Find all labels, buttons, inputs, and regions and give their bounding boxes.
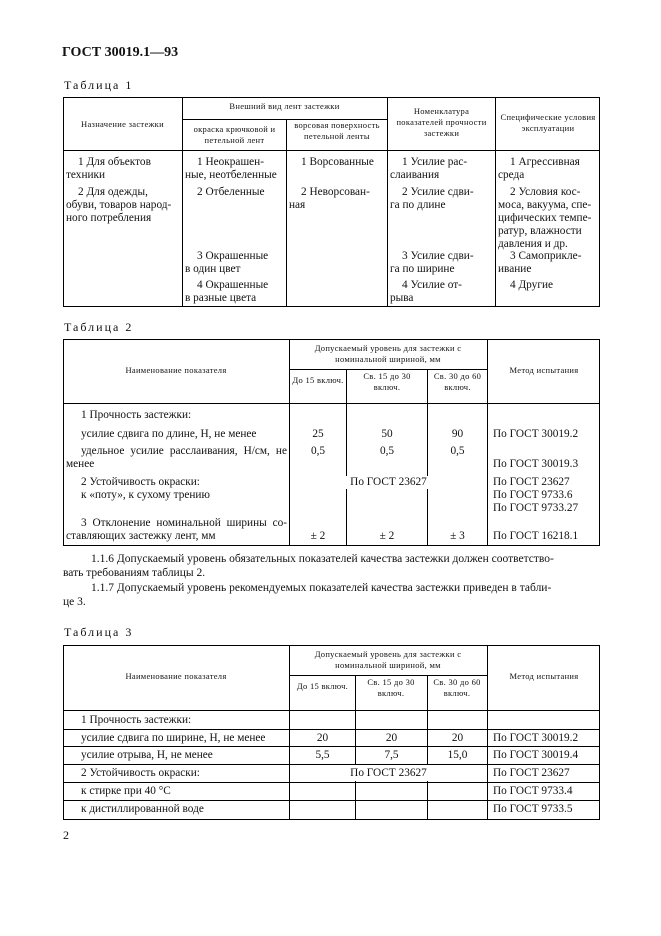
table1-appearance-header: Внешний вид лент застежки	[229, 101, 340, 111]
table3-row-name: к дистиллированной воде	[81, 803, 204, 815]
table1-strength-3: 3 Усилие сдви- га по ширине	[390, 250, 474, 275]
table2-sub-3: Св. 30 до 60 включ.	[433, 371, 482, 392]
table2-colorfastness-level: По ГОСТ 23627	[290, 476, 487, 489]
table3-value: 20	[385, 732, 398, 744]
table2-sub-2: Св. 15 до 30 включ.	[363, 371, 411, 392]
table3-value: 20	[451, 732, 464, 744]
table1	[63, 97, 600, 307]
table2-value: 0,5	[450, 445, 465, 457]
document-title: ГОСТ 30019.1—93	[62, 45, 179, 60]
table2-value: 90	[451, 428, 464, 440]
table3-sub-3: Св. 30 до 60 включ.	[433, 677, 481, 698]
table3-method: По ГОСТ 30019.2	[493, 732, 579, 744]
table2-name-header: Наименование показателя	[125, 365, 227, 375]
table3-level-header: Допускаемый уровень для застежки с номинальной шириной, мм	[314, 649, 462, 670]
table2-method: По ГОСТ 30019.3	[493, 458, 579, 470]
table2-value: ± 2	[310, 530, 326, 542]
table1-conditions-header: Специфические условия эксплуатации	[500, 112, 596, 133]
table1-strength-1: 1 Усилие рас- слаивания	[390, 156, 468, 181]
table3-label: Таблица 3	[64, 625, 134, 639]
table3-method: По ГОСТ 30019.4	[493, 749, 579, 761]
table3-colorfastness-level: По ГОСТ 23627	[350, 767, 427, 779]
table3-value: 5,5	[315, 749, 330, 761]
paragraph-1-1-7: 1.1.7 Допускаемый уровень рекомендуемых показателей качества застежки приведен в табли- це 3.	[63, 582, 552, 608]
table3-sub-1: До 15 включ.	[296, 681, 349, 691]
paragraph-1-1-6: 1.1.6 Допускаемый уровень обязательных показателей качества застежки должен соответство- вать требованиям таблицы 2.	[63, 553, 554, 579]
table2-label: Таблица 2	[64, 320, 134, 334]
table3-row-name: усилие сдвига по ширине, Н, не менее	[81, 732, 266, 744]
table2-sub-1: До 15 включ.	[292, 375, 344, 385]
table2-value: 50	[381, 428, 393, 440]
table3-row-name: 2 Устойчивость окраски:	[81, 767, 200, 779]
table3-value: 7,5	[384, 749, 399, 761]
table2	[63, 339, 600, 546]
table1-coloring-3: 3 Окрашенные в один цвет	[185, 250, 269, 275]
table3-row-name: к стирке при 40 °С	[81, 785, 171, 797]
table2-value: 25	[312, 428, 324, 440]
table3-value: 15,0	[447, 749, 468, 761]
table2-row-delamination: удельное усилие расслаивания, Н/см, не менее	[66, 445, 287, 470]
table1-pile-1: 1 Ворсованные	[301, 156, 374, 168]
table2-method: По ГОСТ 30019.2	[493, 428, 579, 440]
table3-sub-2: Св. 15 до 30 включ.	[367, 677, 415, 698]
table3-name-header: Наименование показателя	[125, 671, 227, 681]
table3-method: По ГОСТ 23627	[493, 767, 570, 779]
table3-method-header: Метод испытания	[509, 671, 579, 681]
table2-level-header: Допускаемый уровень для застежки с номинальной шириной, мм	[314, 343, 462, 364]
table2-row-width-deviation: 3 Отклонение номинальной ширины со- ставляющих застежку лент, мм	[66, 517, 287, 542]
table1-strength-2: 2 Усилие сдви- га по длине	[390, 186, 474, 211]
table1-coloring-1: 1 Неокрашен- ные, неотбеленные	[185, 156, 277, 181]
table3-method: По ГОСТ 9733.4	[493, 785, 573, 797]
table2-value: 0,5	[379, 445, 395, 457]
table1-purpose-2: 2 Для одежды, обуви, товаров народ- ного потребления	[66, 186, 172, 224]
table3	[63, 645, 600, 820]
table1-coloring-4: 4 Окрашенные в разные цвета	[185, 279, 269, 304]
table2-method-header: Метод испытания	[509, 365, 579, 375]
table1-label: Таблица 1	[64, 78, 134, 92]
table3-value: 20	[316, 732, 329, 744]
table1-pile-header: ворсовая поверхность петельной ленты	[294, 120, 380, 141]
table1-strength-4: 4 Усилие от- рыва	[390, 279, 462, 304]
table2-row-colorfastness: 2 Устойчивость окраски: к «поту», к сухому трению	[81, 476, 210, 501]
table1-purpose-1: 1 Для объектов техники	[66, 156, 151, 181]
table3-row-name: 1 Прочность застежки:	[81, 714, 192, 726]
table2-method: По ГОСТ 16218.1	[493, 530, 579, 542]
table1-coloring-2: 2 Отбеленные	[197, 186, 265, 198]
table3-method: По ГОСТ 9733.5	[493, 803, 573, 815]
table2-colorfastness-methods: По ГОСТ 23627 По ГОСТ 9733.6 По ГОСТ 9733.27	[493, 476, 579, 514]
table1-pile-2: 2 Неворсован- ная	[289, 186, 370, 211]
page-number: 2	[63, 828, 69, 842]
table1-strength-header: Номенклатура показателей прочности застежки	[396, 106, 487, 138]
table1-conditions-2: 2 Условия кос- моса, вакуума, спе- цифических темпе- ратур, влажности давления и др.	[498, 186, 592, 250]
table1-conditions-3: 3 Самоприкле- ивание	[498, 250, 582, 275]
table2-row-shear-length: усилие сдвига по длине, Н, не менее	[81, 428, 257, 440]
table2-value: 0,5	[310, 445, 326, 457]
table1-conditions-4: 4 Другие	[510, 279, 554, 291]
table2-value: ± 2	[379, 530, 395, 542]
table1-conditions-1: 1 Агрессивная среда	[498, 156, 580, 181]
table2-row-strength: 1 Прочность застежки:	[81, 409, 192, 421]
table3-row-name: усилие отрыва, Н, не менее	[81, 749, 213, 761]
table2-value: ± 3	[450, 530, 465, 542]
table1-coloring-header: окраска крючковой и петельной лент	[193, 124, 276, 145]
table1-col-purpose-header: Назначение застежки	[81, 119, 164, 129]
